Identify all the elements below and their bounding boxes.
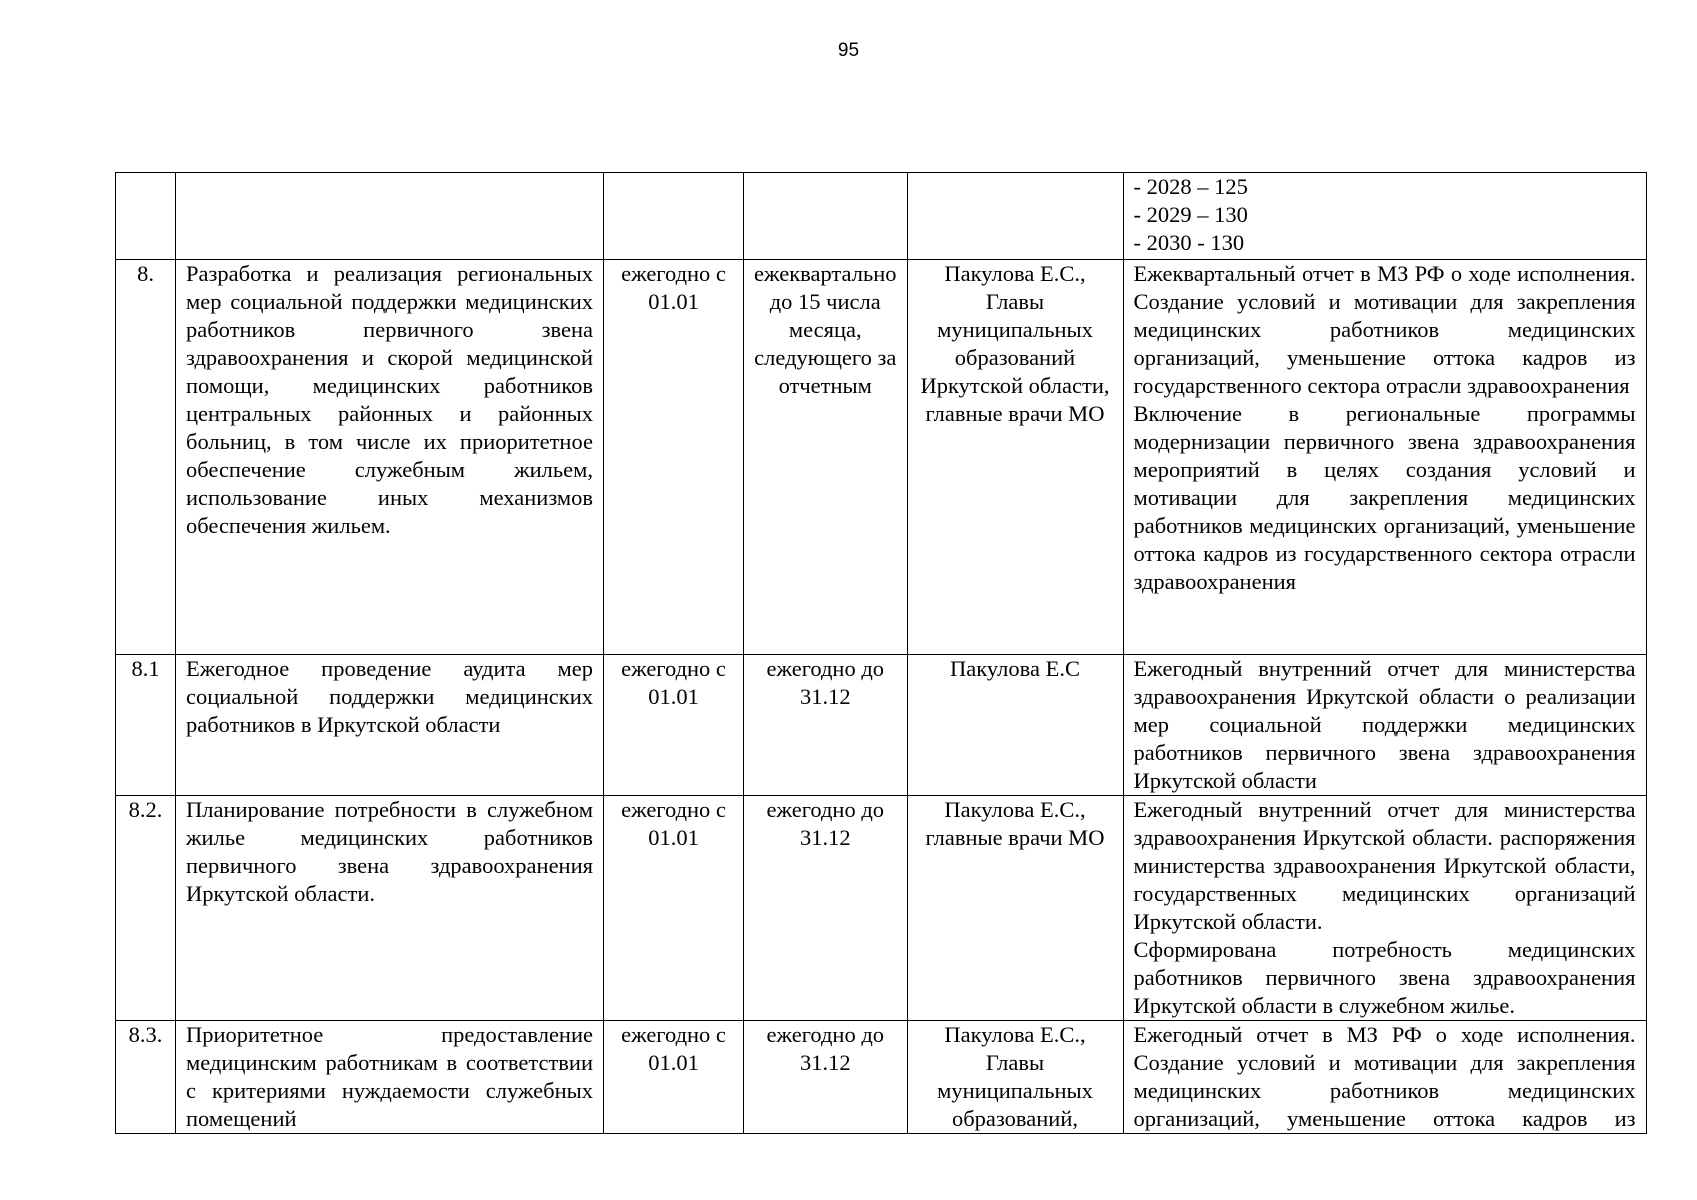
result-cell [1123,796,1646,1021]
result-cell [1123,1021,1646,1134]
responsible: Пакулова Е.С., главные врачи МО [907,796,1123,1021]
row-number: 8.2. [116,796,176,1021]
action-text: Ежегодное проведение аудита мер социальной поддержки медицинских работников в Иркутской области [176,655,604,796]
responsible: Пакулова Е.С., Главы муниципальных образований, [907,1021,1123,1134]
end-date: ежегодно до 31.12 [744,655,908,796]
start-date: ежегодно с 01.01 [604,1021,744,1134]
table-row [116,260,1647,655]
page-number: 95 [837,40,860,61]
cell-num [116,173,176,260]
action-text: Планирование потребности в служебном жилье медицинских работников первичного звена здравоохранения Иркутской области. [176,796,604,1021]
table-row [116,1021,1647,1134]
result-paragraph: Включение в региональные программы модернизации первичного звена здравоохранения мероприятий в целях создания условий и мотивации для закрепления медицинских работников медицинских организаций, уменьшение оттока кадров из государственного сектора отрасли здравоохранения [1133,401,1636,594]
start-date: ежегодно с 01.01 [604,796,744,1021]
row-number: 8. [116,260,176,655]
end-date: ежегодно до 31.12 [744,1021,908,1134]
cell-start [604,173,744,260]
action-text: Приоритетное предоставление медицинским работникам в соответствии с критериями нуждаемости служебных помещений [176,1021,604,1134]
result-line-2030: - 2030 - 130 [1133,230,1245,255]
measures-table [115,172,1647,1134]
end-date: ежегодно до 31.12 [744,796,908,1021]
start-date: ежегодно с 01.01 [604,655,744,796]
cell-end [744,173,908,260]
table-row [116,796,1647,1021]
action-text: Разработка и реализация региональных мер социальной поддержки медицинских работников первичного звена здравоохранения и скорой медицинской помощи, медицинских работников центральных районных и районных больниц, в том числе их приоритетное обеспечение служебным жильем, использование иных механизмов обеспечения жильем. [176,260,604,655]
result-line-2028: - 2028 – 125 [1133,174,1248,199]
result-cell [1123,260,1646,655]
result-cell [1123,655,1646,796]
result-paragraph: Ежеквартальный отчет в МЗ РФ о ходе исполнения. Создание условий и мотивации для закрепления медицинских работников медицинских организаций, уменьшение оттока кадров из государственного сектора отрасли здравоохранения [1133,261,1636,398]
result-paragraph: Ежегодный отчет в МЗ РФ о ходе исполнения. Создание условий и мотивации для закрепления медицинских работников медицинских организаций, уменьшение оттока кадров из [1133,1022,1636,1131]
responsible: Пакулова Е.С., Главы муниципальных образований Иркутской области, главные врачи МО [907,260,1123,655]
row-number: 8.1 [116,655,176,796]
end-date: ежеквартально до 15 числа месяца, следующего за отчетным [744,260,908,655]
table-row [116,655,1647,796]
result-line-2029: - 2029 – 130 [1133,202,1248,227]
result-paragraph: Сформирована потребность медицинских работников первичного звена здравоохранения Иркутской области в служебном жилье. [1133,937,1636,1018]
start-date: ежегодно с 01.01 [604,260,744,655]
responsible: Пакулова Е.С [907,655,1123,796]
cell-action [176,173,604,260]
result-paragraph: Ежегодный внутренний отчет для министерства здравоохранения Иркутской области. распоряжения министерства здравоохранения Иркутской области, государственных медицинских организаций Иркутской области. [1133,797,1636,934]
table-row-continuation [116,173,1647,260]
cell-result [1123,173,1646,260]
result-paragraph: Ежегодный внутренний отчет для министерства здравоохранения Иркутской области о реализации мер социальной поддержки медицинских работников первичного звена здравоохранения Иркутской области [1133,656,1636,793]
row-number: 8.3. [116,1021,176,1134]
cell-responsible [907,173,1123,260]
